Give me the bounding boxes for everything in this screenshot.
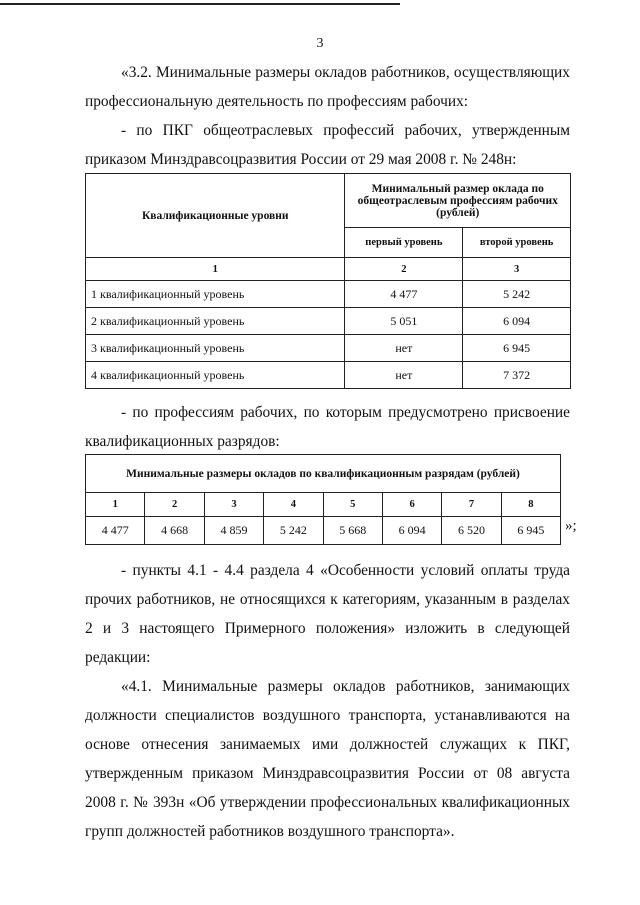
grade-value: 6 520 — [442, 517, 501, 545]
table-row — [86, 517, 561, 545]
second-level-value: 5 242 — [463, 281, 571, 308]
col-number: 2 — [345, 258, 463, 281]
col-number: 1 — [86, 258, 345, 281]
col-number: 3 — [463, 258, 571, 281]
grade-number: 5 — [323, 493, 382, 517]
col-header-second-level: второй уровень — [463, 228, 571, 258]
first-level-value: нет — [345, 335, 463, 362]
grade-value: 4 859 — [204, 517, 263, 545]
col-header-group: Минимальный размер оклада по общеотраслевым профессиям рабочих (рублей) — [345, 174, 571, 228]
table-row — [86, 335, 571, 362]
table-row — [86, 281, 571, 308]
level-cell: 4 квалификационный уровень — [86, 362, 345, 389]
grade-value: 5 668 — [323, 517, 382, 545]
grade-salary-table — [85, 454, 561, 545]
top-rule — [0, 3, 400, 5]
grade-value: 4 477 — [86, 517, 145, 545]
grade-table-header: Минимальные размеры окладов по квалификационным разрядам (рублей) — [86, 455, 561, 493]
page-number: 3 — [316, 36, 324, 51]
item-points-text: - пункты 4.1 - 4.4 раздела 4 «Особенности условий оплаты труда прочих работников, не относящихся к категориям, указанным в разделах 2 и 3 настоящего Примерного положения» изложить в следующей редакции: — [85, 562, 570, 666]
grade-value: 6 094 — [382, 517, 441, 545]
first-level-value: 4 477 — [345, 281, 463, 308]
first-level-value: нет — [345, 362, 463, 389]
col-header-levels: Квалификационные уровни — [86, 174, 345, 258]
grade-number: 7 — [442, 493, 501, 517]
second-level-value: 7 372 — [463, 362, 571, 389]
grade-number: 4 — [264, 493, 323, 517]
grade-value: 6 945 — [501, 517, 560, 545]
level-cell: 2 квалификационный уровень — [86, 308, 345, 335]
grade-number: 3 — [204, 493, 263, 517]
section-title: «3.2. Минимальные размеры окладов работников, осуществляющих профессиональную деятельность по профессиям рабочих: — [85, 64, 570, 110]
paragraph-4-1: «4.1. Минимальные размеры окладов работников, занимающих должности специалистов воздушного транспорта, устанавливаются на основе отнесения занимаемых ими должностей служащих к ПКГ, утвержденным приказом Минздравсоцразвития России от 08 августа 2008 г. № 393н «Об утверждении профессиональных квалификационных групп должностей работников воздушного транспорта». — [85, 678, 570, 840]
pkg-salary-table — [85, 173, 571, 389]
grade-value: 5 242 — [264, 517, 323, 545]
col-header-first-level: первый уровень — [345, 228, 463, 258]
first-level-value: 5 051 — [345, 308, 463, 335]
item-grades-text: - по профессиям рабочих, по которым предусмотрено присвоение квалификационных разрядов: — [85, 404, 570, 450]
table-closing-quote: »; — [565, 518, 577, 534]
item-pkg-text: - по ПКГ общеотраслевых профессий рабочих, утвержденным приказом Минздравсоцразвития России от 29 мая 2008 г. № 248н: — [85, 122, 570, 168]
grade-number: 6 — [382, 493, 441, 517]
grade-number: 2 — [145, 493, 204, 517]
second-level-value: 6 094 — [463, 308, 571, 335]
second-level-value: 6 945 — [463, 335, 571, 362]
grade-value: 4 668 — [145, 517, 204, 545]
grade-number: 8 — [501, 493, 560, 517]
level-cell: 3 квалификационный уровень — [86, 335, 345, 362]
grade-number: 1 — [86, 493, 145, 517]
table-row — [86, 308, 571, 335]
table-row — [86, 362, 571, 389]
level-cell: 1 квалификационный уровень — [86, 281, 345, 308]
